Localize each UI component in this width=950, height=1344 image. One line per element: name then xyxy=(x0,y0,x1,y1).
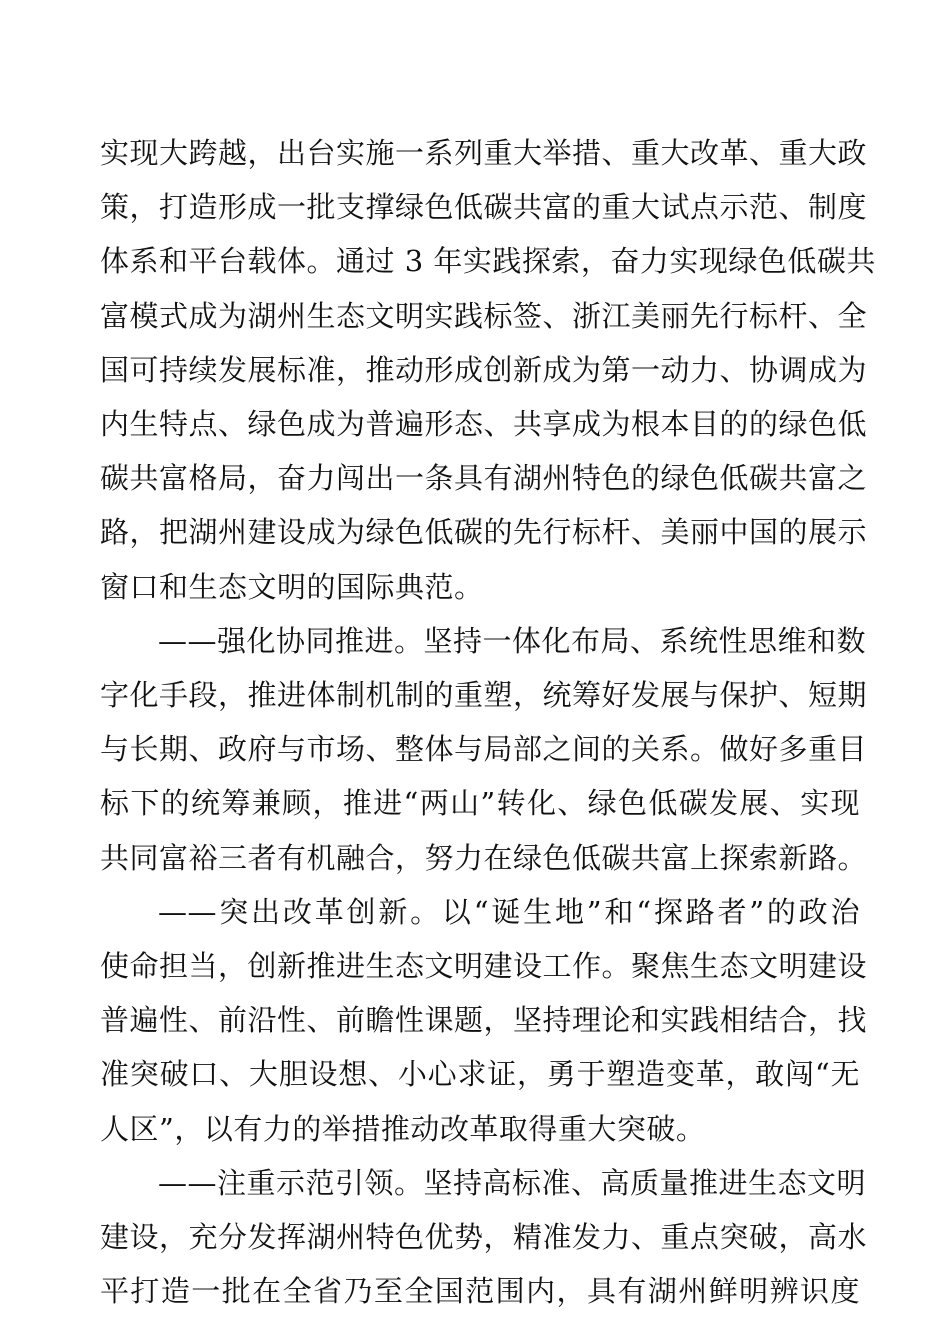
text-line: 与长期、政府与市场、整体与局部之间的关系。做好多重目 xyxy=(100,732,868,767)
text-line: 国可持续发展标准，推动形成创新成为第一动力、协调成为 xyxy=(100,352,868,387)
text-line: 共同富裕三者有机融合，努力在绿色低碳共富上探索新路。 xyxy=(100,840,868,875)
paragraph-first-line: ——突出改革创新。以“诞生地”和“探路者”的政治 xyxy=(158,894,860,929)
text-line: 准突破口、大胆设想、小心求证，勇于塑造变革，敢闯“无 xyxy=(100,1057,860,1092)
text-line: 普遍性、前沿性、前瞻性课题，坚持理论和实践相结合，找 xyxy=(100,1003,868,1038)
text-line: 策，打造形成一批支撑绿色低碳共富的重大试点示范、制度 xyxy=(100,190,868,225)
text-line: 平打造一批在全省乃至全国范围内，具有湖州鲜明辨识度 xyxy=(100,1274,860,1309)
text-line: 字化手段，推进体制机制的重塑，统筹好发展与保护、短期 xyxy=(100,678,868,713)
text-line: 富模式成为湖州生态文明实践标签、浙江美丽先行标杆、全 xyxy=(100,298,868,333)
text-line: 实现大跨越，出台实施一系列重大举措、重大改革、重大政 xyxy=(100,136,868,170)
text-line: 体系和平台载体。通过 3 年实践探索，奋力实现绿色低碳共 xyxy=(100,244,876,279)
text-line: 内生特点、绿色成为普遍形态、共享成为根本目的的绿色低 xyxy=(100,407,868,442)
text-line: 标下的统筹兼顾，推进“两山”转化、绿色低碳发展、实现 xyxy=(100,786,860,821)
paragraph-first-line: ——注重示范引领。坚持高标准、高质量推进生态文明 xyxy=(158,1165,867,1200)
paragraph-first-line: ——强化协同推进。坚持一体化布局、系统性思维和数 xyxy=(158,623,867,658)
body-text xyxy=(100,126,876,1318)
text-line: 路，把湖州建设成为绿色低碳的先行标杆、美丽中国的展示 xyxy=(100,515,868,550)
text-line: 人区”，以有力的举措推动改革取得重大突破。 xyxy=(100,1111,706,1146)
text-line: 碳共富格局，奋力闯出一条具有湖州特色的绿色低碳共富之 xyxy=(100,461,868,496)
text-line: 窗口和生态文明的国际典范。 xyxy=(100,569,484,604)
text-line: 建设，充分发挥湖州特色优势，精准发力、重点突破，高水 xyxy=(100,1220,868,1255)
text-line: 使命担当，创新推进生态文明建设工作。聚焦生态文明建设 xyxy=(100,949,868,984)
